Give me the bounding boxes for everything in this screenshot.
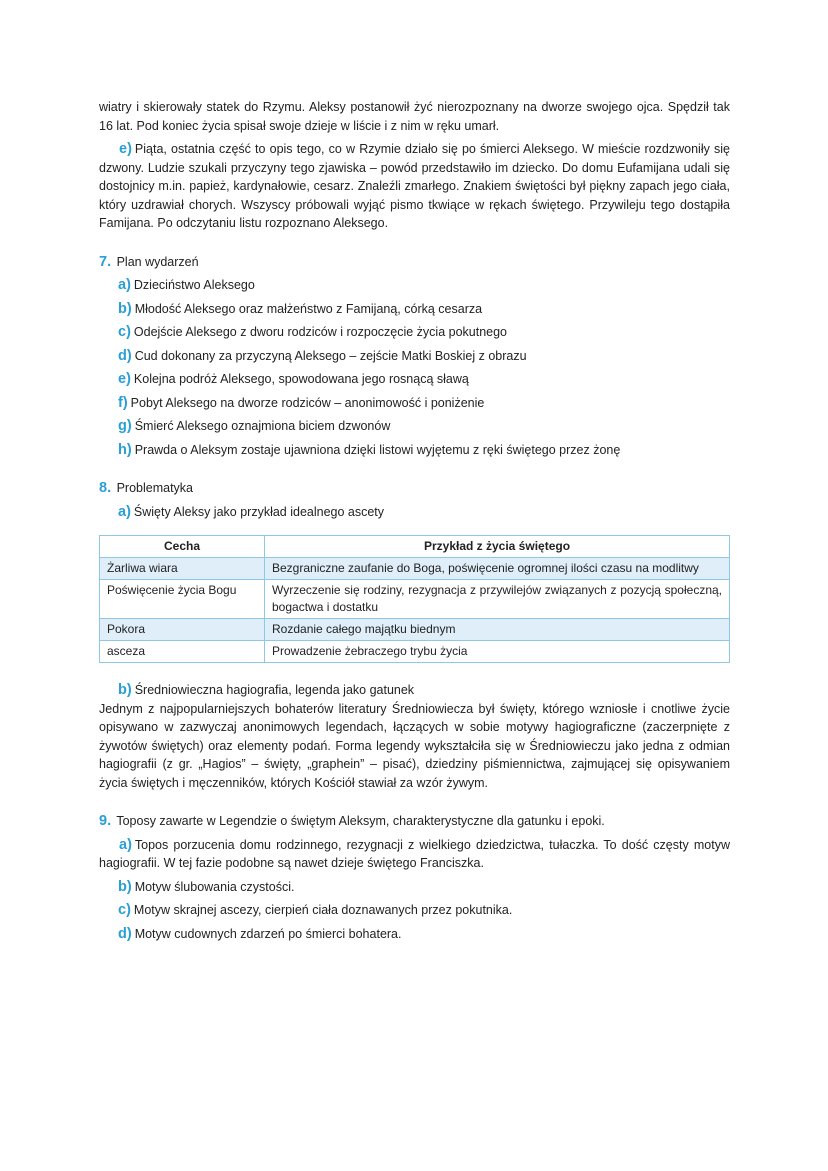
item-text: Prawda o Aleksym zostaje ujawniona dzięki listowi wyjętemu z ręki świętego przez żonę	[134, 442, 621, 457]
item-label: d)	[118, 925, 132, 942]
intro-paragraph-2	[99, 140, 730, 233]
item-label: b)	[118, 682, 132, 698]
item-text: Pobyt Aleksego na dworze rodziców – anonimowość i poniżenie	[130, 395, 485, 410]
table-header-row	[100, 536, 730, 558]
item-text: Motyw ślubowania czystości.	[134, 879, 295, 894]
item-label: a)	[118, 503, 131, 520]
list-item	[99, 417, 730, 436]
item-label: g)	[118, 418, 132, 434]
section-title: Plan wydarzeń	[116, 254, 199, 269]
section-number: 8.	[99, 480, 112, 496]
list-item	[99, 300, 730, 319]
item-text: Topos porzucenia domu rodzinnego, rezygnacji z wielkiego dziedzictwa, tułaczka. To dość częsty motyw hagiografii. W tej fazie podobne są nawet dzieje świętego Franciszka.	[99, 837, 730, 870]
intro-paragraph-1: wiatry i skierowały statek do Rzymu. Aleksy postanowił żyć nierozpoznany na dworze swojego ojca. Spędził tak 16 lat. Pod koniec życia spisał swoje dzieje w liście i z nim w ręku umarł.	[99, 100, 730, 133]
item-text: Dzieciństwo Aleksego	[133, 278, 255, 292]
table-row	[100, 558, 730, 580]
table-header-cell: Przykład z życia świętego	[265, 536, 730, 558]
traits-table	[99, 535, 730, 663]
paragraph-text: Piąta, ostatnia część to opis tego, co w Rzymie działo się po śmierci Aleksego. W mieście rozdzwoniły się dzwony. Ludzie szukali przyczyny tego zjawiska – powód przedstawiło im dziecko. Do domu Eufamijana udali się dostojnicy m.in. papież, kardynałowie, cesarz. Znaleźli zmarłego. Znakiem świętości był piękny zapach jego ciała, który uzdrawiał chorych. Wszyscy próbowali wyjąć pismo tkwiące w rękach świętego. Przywileju tego dostąpiła Famijana. Po odczytaniu listu rozpoznano Aleksego.	[99, 142, 730, 230]
item-label: c)	[118, 324, 131, 340]
item-text: Motyw cudownych zdarzeń po śmierci bohatera.	[134, 926, 402, 941]
item-text: Śmierć Aleksego oznajmiona biciem dzwonów	[134, 419, 391, 433]
subsection-b-paragraph: Jednym z najpopularniejszych bohaterów literatury Średniowiecza był święty, którego wzniosłe i cnotliwe życie opisywano w zazwyczaj anonimowych legendach, łączących w sobie motywy hagiograficzne (zaczerpnięte z żywotów świętych) oraz elementy podań. Forma legendy wykształciła się w Średniowieczu jako jedna z odmian hagiografii (z gr. „Hagios” – święty, „graphein” – pisać), dziedziny piśmiennictwa, zajmującej się opisywaniem życia świętych i męczenników, których Kościół stawiał za wzór żywym.	[99, 701, 730, 790]
list-item	[99, 276, 730, 295]
table-header-cell: Cecha	[100, 536, 265, 558]
item-label: b)	[118, 878, 132, 895]
paragraph-label: e)	[119, 141, 132, 157]
list-item	[99, 323, 730, 342]
subsection-a	[99, 503, 730, 522]
list-item	[99, 347, 730, 366]
table-row	[100, 580, 730, 619]
section-title: Toposy zawarte w Legendzie o świętym Aleksym, charakterystyczne dla gatunku i epoki.	[116, 814, 605, 828]
table-cell: asceza	[100, 641, 265, 663]
table-cell: Prowadzenie żebraczego trybu życia	[265, 641, 730, 663]
item-text: Średniowieczna hagiografia, legenda jako gatunek	[134, 683, 415, 697]
item-text: Motyw skrajnej ascezy, cierpień ciała doznawanych przez pokutnika.	[133, 903, 513, 917]
item-text: Kolejna podróż Aleksego, spowodowana jego rosnącą sławą	[133, 372, 469, 386]
item-label: d)	[118, 347, 132, 364]
table-cell: Bezgraniczne zaufanie do Boga, poświęcenie ogromnej ilości czasu na modlitwy	[265, 558, 730, 580]
list-item	[99, 925, 730, 944]
table-cell: Poświęcenie życia Bogu	[100, 580, 265, 619]
subsection-b	[99, 681, 730, 700]
item-label: f)	[118, 394, 128, 411]
list-item	[99, 441, 730, 460]
item-label: b)	[118, 300, 132, 317]
section-8-heading	[99, 479, 730, 498]
table-cell: Pokora	[100, 619, 265, 641]
table-cell: Wyrzeczenie się rodziny, rezygnacja z przywilejów związanych z pozycją społeczną, bogactwa i dostatku	[265, 580, 730, 619]
item-label: a)	[119, 836, 132, 853]
list-item	[99, 370, 730, 389]
item-label: a)	[118, 277, 131, 293]
section-title: Problematyka	[116, 481, 194, 495]
list-item	[99, 836, 730, 873]
document-content	[99, 98, 730, 943]
list-item	[99, 901, 730, 920]
item-text: Młodość Aleksego oraz małżeństwo z Famijaną, córką cesarza	[134, 301, 483, 316]
section-number: 9.	[99, 813, 112, 829]
item-label: h)	[118, 441, 132, 458]
table-row	[100, 641, 730, 663]
section-9-heading	[99, 812, 730, 831]
item-label: e)	[118, 371, 131, 387]
table-cell: Rozdanie całego majątku biednym	[265, 619, 730, 641]
table-row	[100, 619, 730, 641]
item-text: Cud dokonany za przyczyną Aleksego – zejście Matki Boskiej z obrazu	[134, 348, 527, 363]
list-item	[99, 878, 730, 897]
item-text: Odejście Aleksego z dworu rodziców i rozpoczęcie życia pokutnego	[133, 325, 508, 339]
item-label: c)	[118, 902, 131, 918]
list-item	[99, 394, 730, 413]
table-cell: Żarliwa wiara	[100, 558, 265, 580]
section-7-heading	[99, 253, 730, 272]
item-text: Święty Aleksy jako przykład idealnego ascety	[133, 504, 385, 519]
section-number: 7.	[99, 253, 112, 270]
